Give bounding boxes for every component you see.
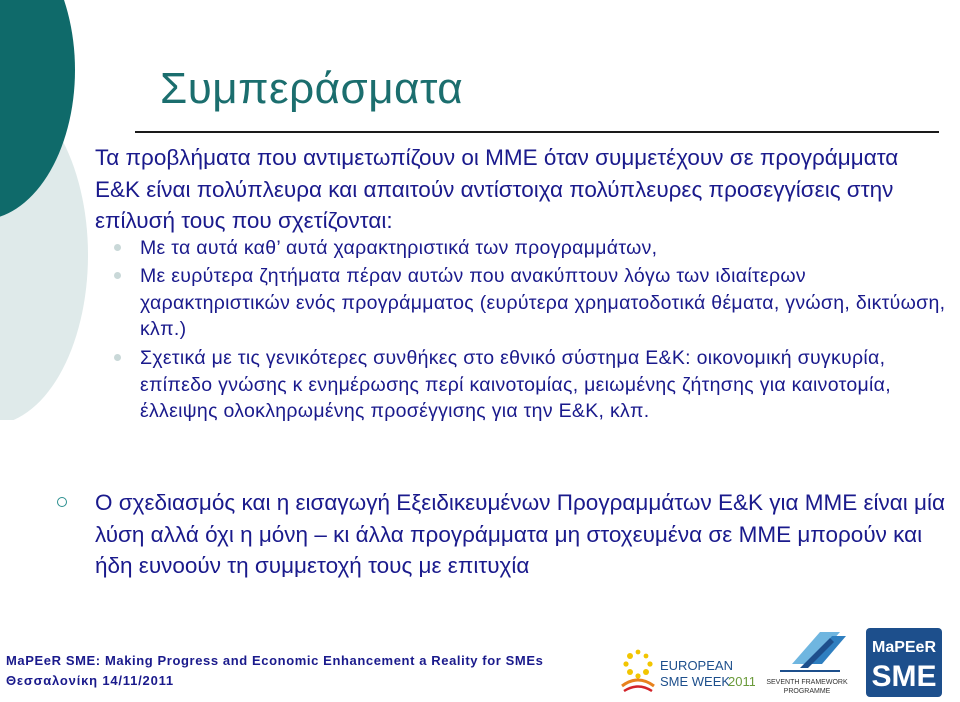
fp7-label-2: PROGRAMME [783,688,831,695]
mapeer-sme-logo [866,628,942,697]
fp7-label-1: SEVENTH FRAMEWORK [766,679,848,686]
sub-point-3: Σχετικά με τις γενικότερες συνθήκες στο εθνικό σύστημα Ε&Κ: οικονομική συγκυρία, επίπεδο γνώσης κ ενημέρωσης περί καινοτομίας, μειωμένης ζήτησης για καινοτομία, έλλειψης ολοκληρωμένης προσέγγισης για την Ε&Κ, κλπ. [140,347,891,422]
footer-date: Θεσσαλονίκη 14/11/2011 [6,673,174,688]
sub-point-1: Με τα αυτά καθ’ αυτά χαρακτηριστικά των προγραμμάτων, [140,237,658,259]
main-point-1: Τα προβλήματα που αντιμετωπίζουν οι ΜΜΕ όταν συμμετέχουν σε προγράμματα Ε&Κ είναι πολύπλευρα και απαιτούν αντίστοιχα πολύπλευρες προσεγγίσεις στην επίλυσή τους που σχετίζονται: [95,145,899,233]
bullet-dot-icon [114,244,121,251]
footer-project-title: MaPEeR SME: Making Progress and Economic Enhancement a Reality for SMEs [6,653,544,668]
bullet-ring-icon [57,497,67,507]
bullet-dot-icon [114,272,121,279]
european-sme-week-logo [620,644,755,697]
main-point-2: Ο σχεδιασμός και η εισαγωγή Εξειδικευμένων Προγραμμάτων Ε&Κ για ΜΜΕ είναι μία λύση αλλά όχι η μόνη – κι άλλα προγράμματα μη στοχευμένα σε ΜΜΕ μπορούν και ήδη ευνοούν τη συμμετοχή τους με επιτυχία [95,490,945,578]
fp7-logo [760,628,855,697]
title-divider [135,131,939,133]
sub-point-2: Με ευρύτερα ζητήματα πέραν αυτών που ανακύπτουν λόγω των ιδιαίτερων χαρακτηριστικών ενός προγράμματος (ευρύτερα χρηματοδοτικά θέματα, γνώση, δικτύωση, κλπ.) [140,265,946,340]
footer [0,639,960,697]
sme-label: SME [871,660,937,693]
eu-week-label-1: EUROPEAN [660,658,733,673]
bullet-dot-icon [114,354,121,361]
eu-week-label-2: SME WEEK [660,674,731,689]
page-title: Συμπεράσματα [160,64,464,113]
eu-week-year: 2011 [728,674,755,689]
mapeer-label: MaPEeR [871,639,937,656]
